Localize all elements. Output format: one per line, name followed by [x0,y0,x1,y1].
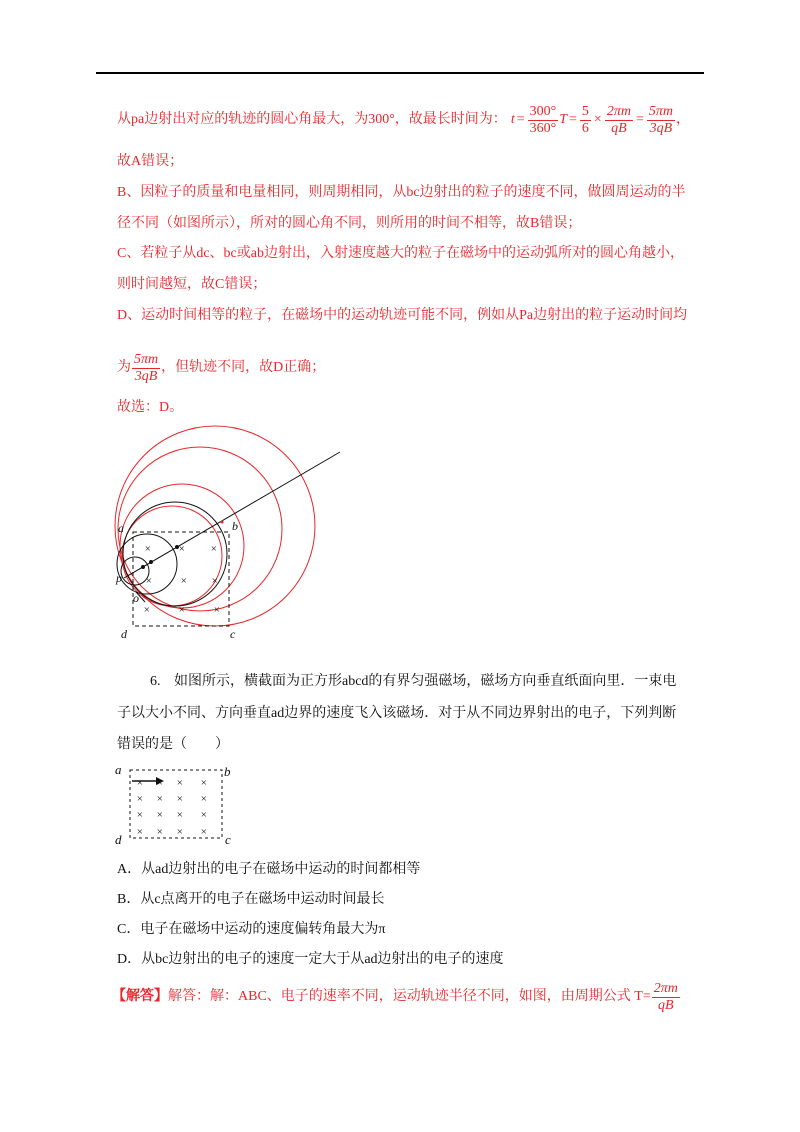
cross-mark: × [136,777,144,789]
cross-mark: × [200,826,208,838]
cross-mark: × [143,604,151,616]
trajectory-circle-red-2 [118,447,282,611]
eq-frac-3qb-den-2: 3qB [134,368,158,384]
option-b[interactable] [117,890,385,910]
option-d-key: D． [117,952,142,967]
solution-line-6: 则时间越短，故C错误； [117,277,267,292]
question-label-a: a [115,762,122,777]
eq-times: × [593,112,602,127]
eq-equals-3: = [635,112,644,127]
eq-t: t [510,112,515,127]
cross-mark: × [144,543,152,555]
center-dot-4 [221,521,224,524]
option-c[interactable] [117,920,385,940]
cross-mark: × [156,777,164,789]
question-label-c: c [225,832,231,846]
cross-mark: × [200,777,208,789]
cross-mark: × [176,826,184,838]
label-a: a [118,521,124,535]
cross-mark: × [156,793,164,805]
eq-frac-3qb-den: 3qB [649,120,673,136]
cross-mark: × [156,809,164,821]
answer-text: 解答：解：ABC、电子的速率不同，运动轨迹半径不同，如图，由周期公式 T= [168,989,651,1004]
option-d[interactable] [117,950,504,970]
solution-line-8-prefix: 为 [117,360,131,375]
cross-mark: × [136,793,144,805]
cross-mark: × [178,604,186,616]
option-b-text: 从c点离开的电子在磁场中运动时间最长 [140,892,385,907]
eq-frac-5pim-num-2: 5πm [134,351,159,367]
label-p: p [116,571,122,585]
option-a-key: A． [117,862,142,877]
eq-frac-6-den: 6 [581,120,589,136]
eq-frac-5-num: 5 [581,103,589,119]
question-label-b: b [224,764,231,779]
question-cross-marks [136,777,207,838]
question-text-1: 如图所示，横截面为正方形abcd的有界匀强磁场，磁场方向垂直纸面向里．一束电 [174,674,677,689]
option-d-text: 从bc边射出的电子的速度一定大于从ad边射出的电子的速度 [141,952,504,967]
solution-line-1 [117,103,690,137]
cross-mark: × [213,604,221,616]
question-label-d: d [115,832,122,846]
cross-marks [143,543,220,616]
solution-line-7: D、运动时间相等的粒子，在磁场中的运动轨迹可能不同，例如从Pa边射出的粒子运动时间均 [117,308,688,323]
cross-mark: × [176,809,184,821]
cross-mark: × [180,575,188,587]
answer-line [112,978,681,1016]
solution-line-2: 故A错误； [117,154,184,169]
eq-comma: ， [675,112,690,127]
eq-T: T [559,112,568,127]
cross-mark: × [200,809,208,821]
eq-frac-300-360 [528,104,559,137]
label-o: o [133,591,139,605]
answer-frac-num: 2πm [653,980,678,996]
option-a-text: 从ad边射出的电子在磁场中运动的时间都相等 [141,862,421,877]
label-c: c [230,627,236,641]
cross-mark: × [136,826,144,838]
label-d: d [121,627,127,641]
cross-mark: × [178,543,186,555]
label-b: b [232,519,238,533]
radius-line [124,452,340,578]
solution-line-8-suffix: ，但轨迹不同，故D正确； [161,360,326,375]
option-c-key: C． [117,922,141,937]
eq-frac-5pim-3qb-2 [132,352,160,385]
trajectory-figure [112,424,352,646]
cross-mark: × [145,575,153,587]
solution-line-3: B、因粒子的质量和电量相同，则周期相同，从bc边射出的粒子的速度不同，做圆周运动的半 [117,185,686,200]
eq-frac-2pim-num: 2πm [606,103,631,119]
center-dot-2 [149,560,153,564]
answer-tag: 【解答】 [112,989,168,1004]
eq-frac-360-den: 360° [529,120,557,136]
cross-mark: × [210,543,218,555]
cross-mark: × [156,826,164,838]
cross-mark: × [176,793,184,805]
solution-line-4: 径不同（如图所示），所对的圆心角不同，则所用的时间不相等，故B错误； [117,216,582,231]
question-number: 6. [150,674,161,689]
center-dot-1 [141,565,145,569]
cross-mark: × [200,793,208,805]
option-c-text: 电子在磁场中运动的速度偏转角最大为π [140,922,386,937]
eq-frac-2pim-qb [605,104,633,137]
eq-frac-5pim-3qb [647,104,675,137]
cross-mark: × [136,809,144,821]
solution-line-5: C、若粒子从dc、bc或ab边射出，入射速度越大的粒子在磁场中的运动弧所对的圆心角越小， [117,246,684,261]
eq-frac-300-num: 300° [529,103,557,119]
option-a[interactable] [117,860,420,880]
question-figure [112,760,236,846]
cross-mark: × [176,777,184,789]
answer-frac-2pim-qb [652,981,680,1014]
answer-frac-den: qB [658,997,674,1013]
eq-equals-2: = [569,112,577,127]
eq-frac-5pim-num: 5πm [648,103,673,119]
cross-mark: × [211,575,219,587]
eq-frac-qb-den: qB [611,120,627,136]
question-line-2: 子以大小不同、方向垂直ad边界的速度飞入该磁场．对于从不同边界射出的电子，下列判断 [117,706,677,721]
solution-line-9: 故选：D。 [117,400,184,415]
question-line-1 [150,672,676,692]
option-b-key: B． [117,892,141,907]
eq-equals-1: = [516,112,525,127]
header-rule [96,72,704,74]
question-line-3: 错误的是（ ） [117,737,229,752]
solution-line-8 [117,350,325,386]
solution-line-1-text: 从pa边射出对应的轨迹的圆心角最大，为300°，故最长时间为： [117,112,507,127]
eq-frac-5-6 [580,104,591,137]
